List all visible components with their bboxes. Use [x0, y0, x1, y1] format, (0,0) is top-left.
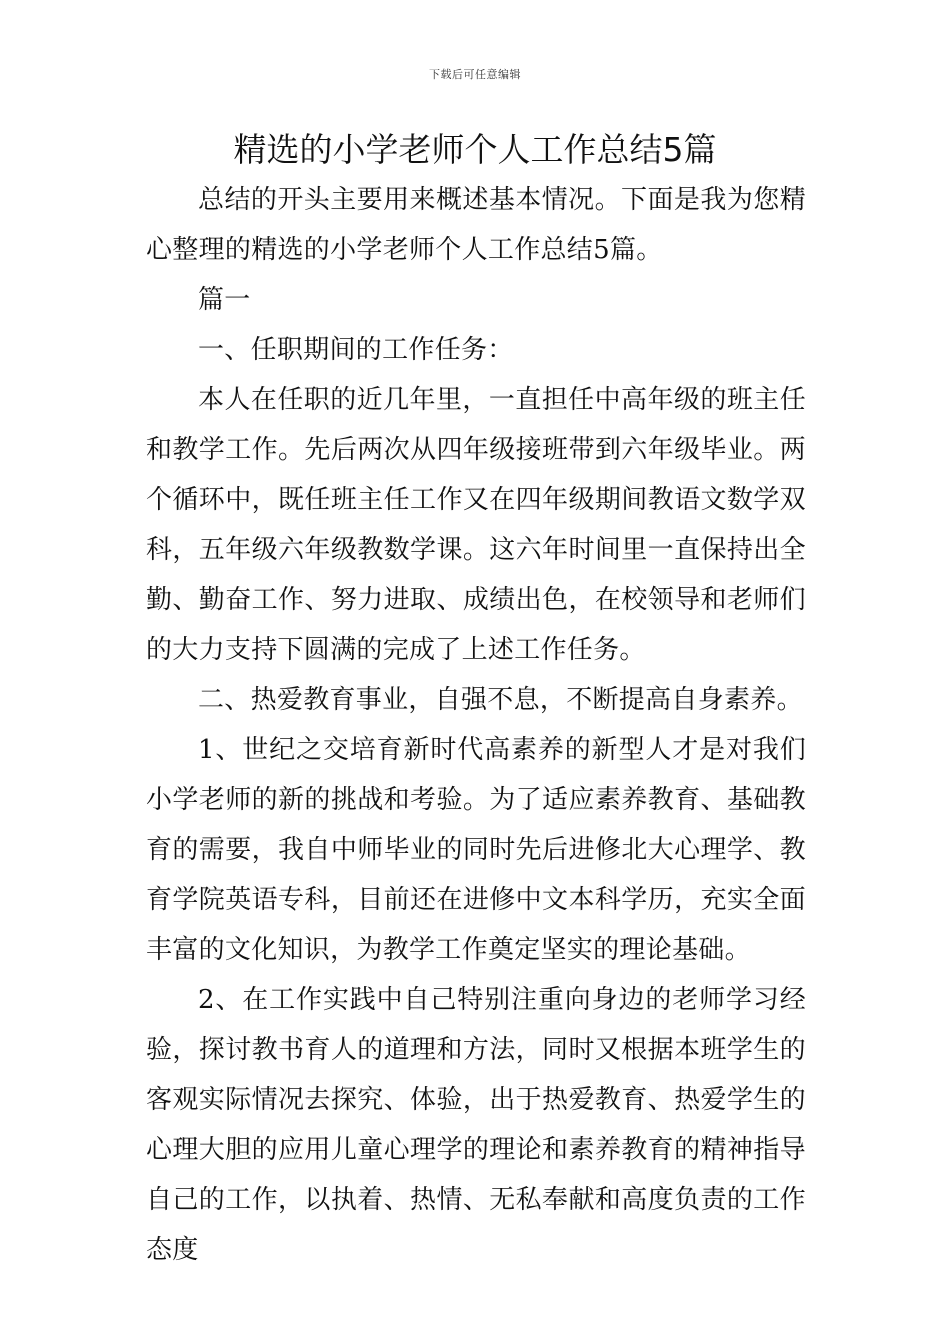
document-body: [146, 175, 806, 1275]
paragraph-item-one: 1、世纪之交培育新时代高素养的新型人才是对我们小学老师的新的挑战和考验。为了适应素养教育、基础教育的需要，我自中师毕业的同时先后进修北大心理学、教育学院英语专科，目前还在进修中文本科学历，充实全面丰富的文化知识，为教学工作奠定坚实的理论基础。: [146, 735, 806, 965]
paragraph-section-two-heading: 二、热爱教育事业，自强不息，不断提高自身素养。: [198, 685, 803, 715]
paragraph-part-one-heading: 篇一: [198, 285, 251, 315]
paragraph-intro: 总结的开头主要用来概述基本情况。下面是我为您精心整理的精选的小学老师个人工作总结5篇。: [146, 185, 806, 265]
header-note: 下载后可任意编辑: [429, 68, 521, 81]
document-title: 精选的小学老师个人工作总结5篇: [233, 130, 717, 169]
paragraph-item-two: 2、在工作实践中自己特别注重向身边的老师学习经验，探讨教书育人的道理和方法，同时又根据本班学生的客观实际情况去探究、体验，出于热爱教育、热爱学生的心理大胆的应用儿童心理学的理论和素养教育的精神指导自己的工作，以执着、热情、无私奉献和高度负责的工作态度: [146, 985, 806, 1265]
paragraph-section-one-heading: 一、任职期间的工作任务：: [198, 335, 514, 365]
paragraph-section-one-body: 本人在任职的近几年里，一直担任中高年级的班主任和教学工作。先后两次从四年级接班带到六年级毕业。两个循环中，既任班主任工作又在四年级期间教语文数学双科，五年级六年级教数学课。这六年时间里一直保持出全勤、勤奋工作、努力进取、成绩出色，在校领导和老师们的大力支持下圆满的完成了上述工作任务。: [146, 385, 806, 665]
